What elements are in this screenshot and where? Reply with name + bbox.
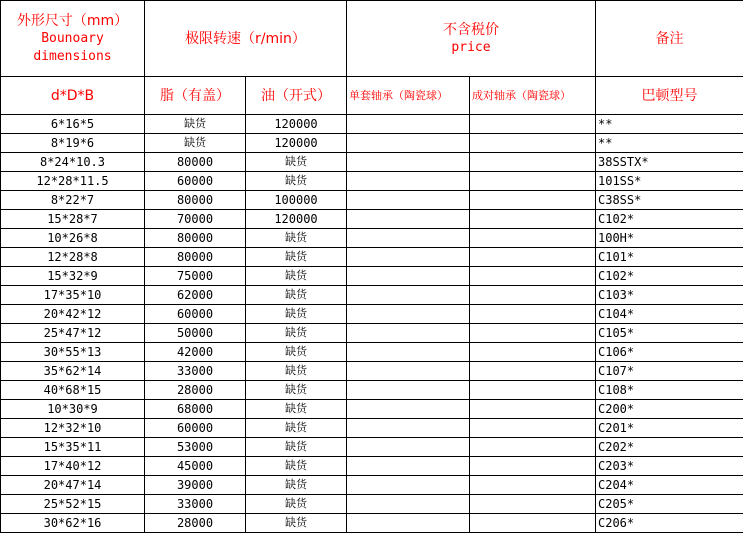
paired-price-cell (470, 324, 596, 343)
size-cell: 40*68*15 (1, 381, 145, 400)
barden-model-cell: C200* (596, 400, 743, 419)
grease-speed-cell: 45000 (145, 457, 246, 476)
oil-speed-cell: 缺货 (246, 495, 347, 514)
barden-model-cell: C108* (596, 381, 743, 400)
barden-model-cell: C204* (596, 476, 743, 495)
single-price-cell (347, 286, 470, 305)
size-cell: 35*62*14 (1, 362, 145, 381)
barden-model-cell: 101SS* (596, 172, 743, 191)
size-cell: 8*24*10.3 (1, 153, 145, 172)
table-row (1, 514, 743, 533)
table-row (1, 438, 743, 457)
grease-speed-cell: 80000 (145, 191, 246, 210)
header-row-1 (1, 1, 743, 77)
barden-model-cell: ** (596, 115, 743, 134)
grease-speed-cell: 33000 (145, 362, 246, 381)
paired-price-cell (470, 419, 596, 438)
paired-price-cell (470, 229, 596, 248)
paired-price-cell (470, 343, 596, 362)
barden-model-cell: C206* (596, 514, 743, 533)
oil-speed-cell: 缺货 (246, 457, 347, 476)
single-price-cell (347, 400, 470, 419)
oil-speed-cell: 缺货 (246, 476, 347, 495)
single-price-cell (347, 210, 470, 229)
paired-price-cell (470, 210, 596, 229)
oil-speed-cell: 缺货 (246, 286, 347, 305)
oil-speed-cell: 缺货 (246, 514, 347, 533)
table-row (1, 457, 743, 476)
table-row (1, 172, 743, 191)
single-price-cell (347, 457, 470, 476)
size-cell: 6*16*5 (1, 115, 145, 134)
table-row (1, 381, 743, 400)
table-row (1, 343, 743, 362)
grease-speed-cell: 62000 (145, 286, 246, 305)
table-row (1, 153, 743, 172)
grease-speed-cell: 缺货 (145, 134, 246, 153)
grease-speed-cell: 42000 (145, 343, 246, 362)
size-cell: 8*22*7 (1, 191, 145, 210)
oil-speed-cell: 120000 (246, 134, 347, 153)
price-header (347, 1, 596, 77)
grease-speed-cell: 60000 (145, 419, 246, 438)
oil-speed-cell: 缺货 (246, 438, 347, 457)
single-price-cell (347, 229, 470, 248)
grease-speed-cell: 75000 (145, 267, 246, 286)
barden-model-cell: C102* (596, 210, 743, 229)
size-cell: 30*55*13 (1, 343, 145, 362)
single-price-cell (347, 419, 470, 438)
oil-speed-cell: 缺货 (246, 343, 347, 362)
table-row (1, 267, 743, 286)
grease-speed-cell: 缺货 (145, 115, 246, 134)
single-price-cell (347, 381, 470, 400)
barden-model-cell: C105* (596, 324, 743, 343)
size-cell: 25*52*15 (1, 495, 145, 514)
barden-model-cell: 38SSTX* (596, 153, 743, 172)
grease-speed-cell: 28000 (145, 514, 246, 533)
barden-model-cell: ** (596, 134, 743, 153)
barden-model-cell: C203* (596, 457, 743, 476)
table-row (1, 476, 743, 495)
remark-header: 备注 (596, 1, 743, 77)
oil-speed-cell: 缺货 (246, 153, 347, 172)
single-price-cell (347, 476, 470, 495)
paired-price-cell (470, 153, 596, 172)
single-price-cell (347, 267, 470, 286)
paired-price-cell (470, 115, 596, 134)
grease-speed-cell: 80000 (145, 248, 246, 267)
size-cell: 30*62*16 (1, 514, 145, 533)
table-row (1, 305, 743, 324)
oil-speed-cell: 缺货 (246, 172, 347, 191)
grease-speed-cell: 80000 (145, 153, 246, 172)
grease-header: 脂（有盖） (145, 77, 246, 115)
paired-price-cell (470, 381, 596, 400)
paired-price-cell (470, 495, 596, 514)
paired-price-cell (470, 514, 596, 533)
single-price-cell (347, 115, 470, 134)
oil-speed-cell: 缺货 (246, 381, 347, 400)
barden-model-cell: C102* (596, 267, 743, 286)
oil-speed-cell: 缺货 (246, 419, 347, 438)
paired-set-header: 成对轴承（陶瓷球） (470, 77, 596, 115)
size-cell: 17*35*10 (1, 286, 145, 305)
size-cell: 10*26*8 (1, 229, 145, 248)
size-cell: 15*32*9 (1, 267, 145, 286)
dimensions-header-en1: Bounoary (1, 30, 144, 48)
oil-speed-cell: 缺货 (246, 267, 347, 286)
table-row (1, 210, 743, 229)
oil-speed-cell: 缺货 (246, 362, 347, 381)
single-price-cell (347, 248, 470, 267)
oil-speed-cell: 120000 (246, 210, 347, 229)
paired-price-cell (470, 457, 596, 476)
oil-speed-cell: 100000 (246, 191, 347, 210)
size-cell: 12*28*8 (1, 248, 145, 267)
dDB-header: d*D*B (1, 77, 145, 115)
barden-model-cell: C101* (596, 248, 743, 267)
grease-speed-cell: 60000 (145, 172, 246, 191)
header-row-2 (1, 77, 743, 115)
size-cell: 15*28*7 (1, 210, 145, 229)
price-header-zh: 不含税价 (347, 21, 595, 39)
oil-speed-cell: 缺货 (246, 248, 347, 267)
paired-price-cell (470, 476, 596, 495)
size-cell: 12*32*10 (1, 419, 145, 438)
paired-price-cell (470, 267, 596, 286)
size-cell: 17*40*12 (1, 457, 145, 476)
single-price-cell (347, 153, 470, 172)
table-body (1, 115, 743, 533)
size-cell: 20*47*14 (1, 476, 145, 495)
size-cell: 8*19*6 (1, 134, 145, 153)
table-row (1, 400, 743, 419)
paired-price-cell (470, 362, 596, 381)
single-price-cell (347, 191, 470, 210)
barden-model-cell: C103* (596, 286, 743, 305)
barden-model-cell: C106* (596, 343, 743, 362)
oil-header: 油（开式） (246, 77, 347, 115)
paired-price-cell (470, 134, 596, 153)
single-price-cell (347, 362, 470, 381)
single-price-cell (347, 172, 470, 191)
single-price-cell (347, 134, 470, 153)
table-row (1, 419, 743, 438)
table-row (1, 286, 743, 305)
table-row (1, 362, 743, 381)
single-price-cell (347, 514, 470, 533)
table-row (1, 191, 743, 210)
grease-speed-cell: 60000 (145, 305, 246, 324)
oil-speed-cell: 缺货 (246, 324, 347, 343)
paired-price-cell (470, 400, 596, 419)
table-row (1, 248, 743, 267)
barden-model-cell: C205* (596, 495, 743, 514)
dimensions-header (1, 1, 145, 77)
single-price-cell (347, 324, 470, 343)
single-set-header: 单套轴承（陶瓷球） (347, 77, 470, 115)
paired-price-cell (470, 172, 596, 191)
oil-speed-cell: 缺货 (246, 229, 347, 248)
paired-price-cell (470, 248, 596, 267)
single-price-cell (347, 438, 470, 457)
grease-speed-cell: 70000 (145, 210, 246, 229)
size-cell: 20*42*12 (1, 305, 145, 324)
barden-model-cell: C104* (596, 305, 743, 324)
oil-speed-cell: 缺货 (246, 400, 347, 419)
price-header-en: price (347, 39, 595, 57)
table-row (1, 229, 743, 248)
paired-price-cell (470, 438, 596, 457)
grease-speed-cell: 28000 (145, 381, 246, 400)
grease-speed-cell: 80000 (145, 229, 246, 248)
oil-speed-cell: 120000 (246, 115, 347, 134)
table-row (1, 134, 743, 153)
size-cell: 15*35*11 (1, 438, 145, 457)
dimensions-header-zh: 外形尺寸（mm） (1, 12, 144, 30)
grease-speed-cell: 33000 (145, 495, 246, 514)
paired-price-cell (470, 305, 596, 324)
table-row (1, 495, 743, 514)
oil-speed-cell: 缺货 (246, 305, 347, 324)
barden-model-cell: C202* (596, 438, 743, 457)
grease-speed-cell: 39000 (145, 476, 246, 495)
single-price-cell (347, 305, 470, 324)
size-cell: 10*30*9 (1, 400, 145, 419)
barden-model-header: 巴顿型号 (596, 77, 743, 115)
paired-price-cell (470, 286, 596, 305)
barden-model-cell: C107* (596, 362, 743, 381)
grease-speed-cell: 68000 (145, 400, 246, 419)
table-row (1, 115, 743, 134)
dimensions-header-en2: dimensions (1, 48, 144, 66)
grease-speed-cell: 53000 (145, 438, 246, 457)
barden-model-cell: C201* (596, 419, 743, 438)
speed-limit-header: 极限转速（r/min） (145, 1, 347, 77)
grease-speed-cell: 50000 (145, 324, 246, 343)
barden-model-cell: 100H* (596, 229, 743, 248)
barden-model-cell: C38SS* (596, 191, 743, 210)
single-price-cell (347, 495, 470, 514)
size-cell: 25*47*12 (1, 324, 145, 343)
single-price-cell (347, 343, 470, 362)
paired-price-cell (470, 191, 596, 210)
table-row (1, 324, 743, 343)
size-cell: 12*28*11.5 (1, 172, 145, 191)
